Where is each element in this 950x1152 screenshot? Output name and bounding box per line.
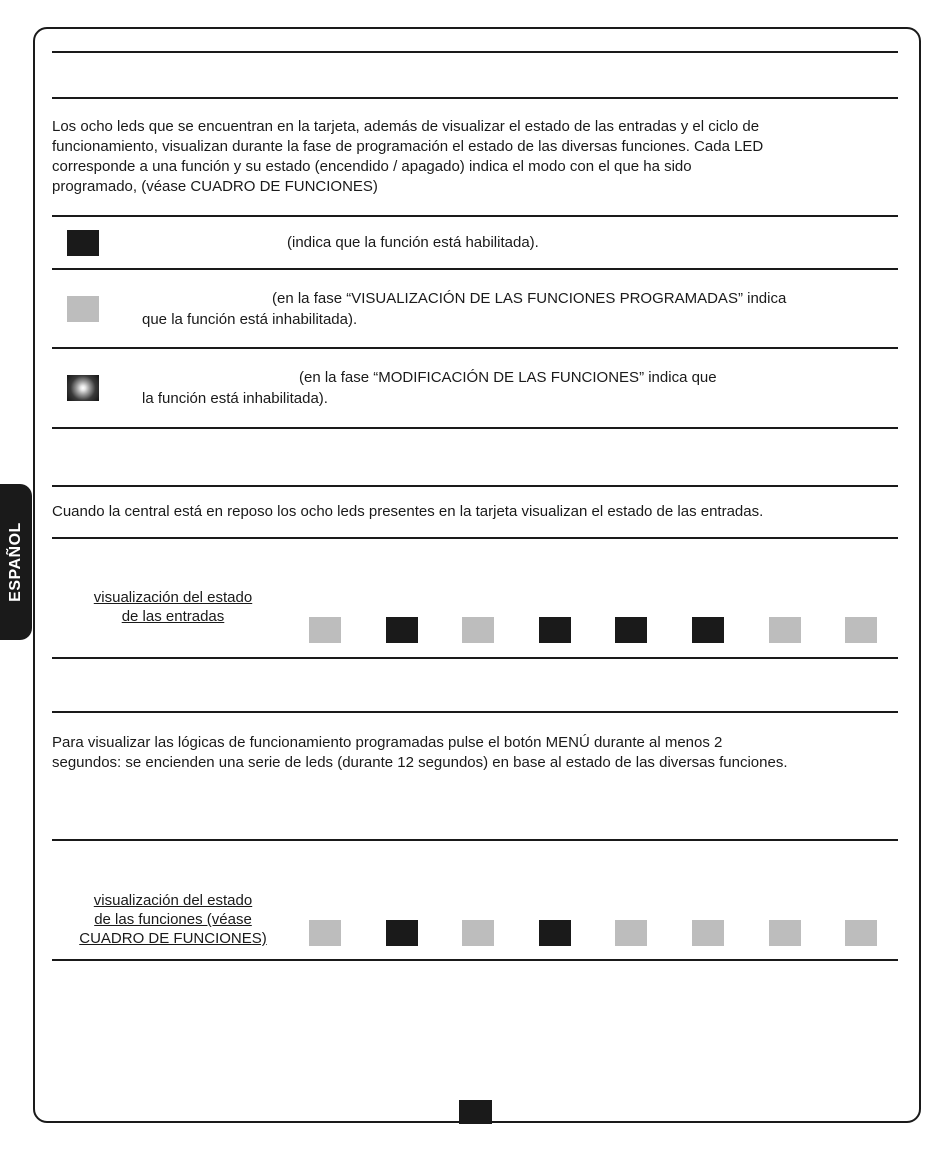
led-on-indicator (386, 920, 418, 946)
led-on-indicator (539, 617, 571, 643)
inputs-caption (62, 588, 284, 626)
divider (52, 485, 898, 487)
inputs-caption-line-1: visualización del estado (93, 589, 253, 606)
divider (52, 427, 898, 429)
led-off-indicator (692, 920, 724, 946)
intro-line-4: programado, (véase CUADRO DE FUNCIONES) (52, 178, 378, 195)
led-off-indicator (309, 920, 341, 946)
led-blink-icon (67, 375, 99, 401)
led-on-indicator (539, 920, 571, 946)
rest-text: Cuando la central está en reposo los ocho leds presentes en la tarjeta visualizan el estado de las entradas. (52, 503, 764, 520)
led-on-icon (67, 230, 99, 256)
functions-caption-line-2: de las funciones (véase (94, 911, 252, 928)
intro-line-2: funcionamiento, visualizan durante la fase de programación el estado de las diversas funciones. Cada LED (52, 138, 764, 155)
language-tab-label: ESPAÑOL (7, 522, 24, 602)
functions-caption (62, 891, 284, 948)
divider (52, 537, 898, 539)
page-marker (459, 1100, 492, 1124)
legend-off-line-2: que la función está inhabilitada). (142, 311, 358, 328)
intro-line-1: Los ocho leds que se encuentran en la tarjeta, además de visualizar el estado de las entradas y el ciclo de (52, 118, 760, 135)
divider (52, 215, 898, 217)
led-off-indicator (615, 920, 647, 946)
led-off-indicator (845, 617, 877, 643)
legend-blink-line-1: (en la fase “MODIFICACIÓN DE LAS FUNCIONES” indica que (299, 369, 717, 386)
led-on-indicator (692, 617, 724, 643)
divider (52, 657, 898, 659)
menu-line-2: segundos: se encienden una serie de leds (durante 12 segundos) en base al estado de las diversas funciones. (52, 754, 788, 771)
divider (52, 839, 898, 841)
divider (52, 347, 898, 349)
led-off-indicator (845, 920, 877, 946)
language-tab (0, 484, 32, 640)
divider (52, 711, 898, 713)
divider (52, 97, 898, 99)
led-on-indicator (386, 617, 418, 643)
functions-caption-line-1: visualización del estado (93, 892, 253, 909)
divider (52, 959, 898, 961)
legend-on-text: (indica que la función está habilitada). (287, 234, 539, 251)
intro-line-3: corresponde a una función y su estado (encendido / apagado) indica el modo con el que ha sido (52, 158, 692, 175)
inputs-caption-line-2: de las entradas (121, 608, 225, 625)
led-off-indicator (769, 617, 801, 643)
legend-blink-line-2: la función está inhabilitada). (142, 390, 328, 407)
led-off-icon (67, 296, 99, 322)
divider (52, 268, 898, 270)
led-off-indicator (769, 920, 801, 946)
menu-line-1: Para visualizar las lógicas de funcionamiento programadas pulse el botón MENÚ durante al menos 2 (52, 734, 723, 751)
functions-caption-line-3: CUADRO DE FUNCIONES) (79, 930, 267, 947)
led-off-indicator (462, 920, 494, 946)
led-off-indicator (462, 617, 494, 643)
divider (52, 51, 898, 53)
led-on-indicator (615, 617, 647, 643)
led-off-indicator (309, 617, 341, 643)
legend-off-line-1: (en la fase “VISUALIZACIÓN DE LAS FUNCIONES PROGRAMADAS” indica (272, 290, 787, 307)
